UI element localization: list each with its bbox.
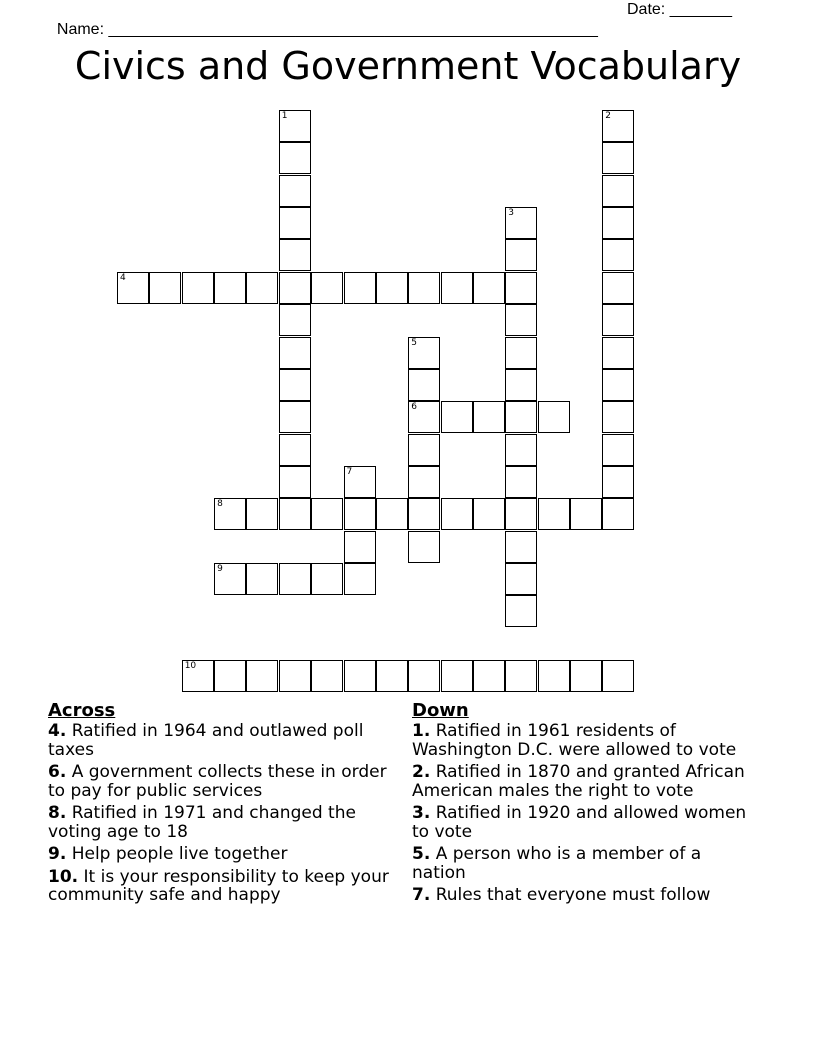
page-title: Civics and Government Vocabulary bbox=[74, 44, 742, 88]
grid-cell[interactable] bbox=[505, 304, 537, 336]
grid-cell[interactable] bbox=[279, 175, 311, 207]
grid-cell[interactable] bbox=[538, 498, 570, 530]
grid-cell[interactable] bbox=[279, 369, 311, 401]
across-clues bbox=[48, 700, 393, 909]
grid-cell[interactable] bbox=[408, 434, 440, 466]
grid-cell[interactable] bbox=[505, 239, 537, 271]
grid-cell[interactable] bbox=[344, 531, 376, 563]
grid-cell[interactable] bbox=[246, 660, 278, 692]
clue-number: 9 bbox=[217, 563, 223, 574]
clue-number: 7 bbox=[346, 466, 353, 477]
down-clues bbox=[412, 700, 757, 909]
grid-cell[interactable] bbox=[505, 434, 537, 466]
grid-cell[interactable] bbox=[602, 660, 634, 692]
clue-number: 5 bbox=[411, 337, 417, 348]
grid-cell[interactable] bbox=[344, 272, 376, 304]
grid-cell[interactable] bbox=[214, 563, 246, 595]
grid-cell[interactable] bbox=[602, 110, 634, 142]
grid-cell[interactable] bbox=[473, 660, 505, 692]
grid-cell[interactable] bbox=[246, 272, 278, 304]
grid-cell[interactable] bbox=[441, 498, 473, 530]
clue-across-4: 4. Ratified in 1964 and outlawed poll taxes bbox=[48, 721, 364, 760]
grid-cell[interactable] bbox=[182, 660, 214, 692]
grid-cell[interactable] bbox=[538, 401, 570, 433]
grid-cell[interactable] bbox=[408, 531, 440, 563]
clue-down-7: 7. Rules that everyone must follow bbox=[412, 885, 711, 905]
grid-cell[interactable] bbox=[441, 272, 473, 304]
grid-cell[interactable] bbox=[279, 466, 311, 498]
grid-cell[interactable] bbox=[602, 304, 634, 336]
grid-cell[interactable] bbox=[505, 563, 537, 595]
down-heading: Down bbox=[412, 700, 469, 721]
grid-cell[interactable] bbox=[344, 563, 376, 595]
grid-cell[interactable] bbox=[602, 466, 634, 498]
clue-number: 1 bbox=[281, 111, 288, 121]
clue-across-8: 8. Ratified in 1971 and changed the voting age to 18 bbox=[48, 803, 356, 842]
clue-across-10: 10. It is your responsibility to keep your community safe and happy bbox=[48, 866, 389, 905]
grid-cell[interactable] bbox=[311, 563, 343, 595]
grid-cell[interactable] bbox=[376, 660, 408, 692]
grid-cell[interactable] bbox=[117, 272, 149, 304]
grid-cell[interactable] bbox=[408, 369, 440, 401]
grid-cell[interactable] bbox=[246, 563, 278, 595]
grid-cell[interactable] bbox=[214, 660, 246, 692]
grid-cell[interactable] bbox=[505, 401, 537, 433]
grid-cell[interactable] bbox=[441, 401, 473, 433]
grid-cell[interactable] bbox=[602, 207, 634, 239]
grid-cell[interactable] bbox=[602, 401, 634, 433]
grid-cell[interactable] bbox=[441, 660, 473, 692]
grid-cell[interactable] bbox=[505, 207, 537, 239]
grid-cell[interactable] bbox=[602, 239, 634, 271]
grid-cell[interactable] bbox=[344, 498, 376, 530]
grid-cell[interactable] bbox=[408, 272, 440, 304]
clue-number: 3 bbox=[508, 208, 514, 219]
grid-cell[interactable] bbox=[538, 660, 570, 692]
grid-cell[interactable] bbox=[602, 434, 634, 466]
grid-cell[interactable] bbox=[279, 304, 311, 336]
grid-cell[interactable] bbox=[376, 272, 408, 304]
clue-down-1: 1. Ratified in 1961 residents of Washington D.C. were allowed to vote bbox=[412, 721, 737, 760]
clue-number: 8 bbox=[217, 499, 223, 510]
grid-cell[interactable] bbox=[602, 337, 634, 369]
grid-cell[interactable] bbox=[570, 498, 602, 530]
grid-cell[interactable] bbox=[408, 498, 440, 530]
grid-cell[interactable] bbox=[279, 498, 311, 530]
grid-cell[interactable] bbox=[505, 531, 537, 563]
grid-cell[interactable] bbox=[214, 498, 246, 530]
grid-cell[interactable] bbox=[473, 498, 505, 530]
grid-cell[interactable] bbox=[602, 272, 634, 304]
clue-number: 10 bbox=[184, 661, 197, 671]
grid-cell[interactable] bbox=[408, 337, 440, 369]
clue-down-2: 2. Ratified in 1870 and granted African American males the right to vote bbox=[412, 762, 745, 801]
grid-cell[interactable] bbox=[214, 272, 246, 304]
clue-number: 2 bbox=[605, 111, 612, 121]
grid-cell[interactable] bbox=[602, 369, 634, 401]
date-field[interactable]: Date: _______ bbox=[627, 1, 732, 18]
grid-cell[interactable] bbox=[279, 660, 311, 692]
grid-cell[interactable] bbox=[182, 272, 214, 304]
grid-cell[interactable] bbox=[505, 272, 537, 304]
grid-cell[interactable] bbox=[279, 142, 311, 174]
clue-across-9: 9. Help people live together bbox=[48, 844, 288, 864]
grid-cell[interactable] bbox=[505, 595, 537, 627]
grid-cell[interactable] bbox=[473, 401, 505, 433]
grid-cell[interactable] bbox=[505, 660, 537, 692]
grid-cell[interactable] bbox=[279, 563, 311, 595]
grid-cell[interactable] bbox=[279, 272, 311, 304]
grid-cell[interactable] bbox=[311, 660, 343, 692]
grid-cell[interactable] bbox=[279, 207, 311, 239]
grid-cell[interactable] bbox=[246, 498, 278, 530]
clue-across-6: 6. A government collects these in order to pay for public services bbox=[48, 762, 387, 801]
clue-down-5: 5. A person who is a member of a nation bbox=[412, 844, 702, 883]
grid-cell[interactable] bbox=[344, 466, 376, 498]
clue-number: 4 bbox=[120, 272, 126, 283]
grid-cell[interactable] bbox=[602, 498, 634, 530]
grid-cell[interactable] bbox=[408, 466, 440, 498]
grid-cell[interactable] bbox=[408, 660, 440, 692]
grid-cell[interactable] bbox=[505, 498, 537, 530]
grid-cell[interactable] bbox=[505, 466, 537, 498]
grid-cell[interactable] bbox=[311, 272, 343, 304]
grid-cell[interactable] bbox=[279, 401, 311, 433]
grid-cell[interactable] bbox=[311, 498, 343, 530]
grid-cell[interactable] bbox=[570, 660, 602, 692]
clue-down-3: 3. Ratified in 1920 and allowed women to vote bbox=[412, 803, 747, 842]
clue-number: 6 bbox=[411, 402, 417, 413]
across-heading: Across bbox=[48, 700, 116, 721]
grid-cell[interactable] bbox=[279, 337, 311, 369]
grid-cell[interactable] bbox=[505, 337, 537, 369]
grid-cell[interactable] bbox=[376, 498, 408, 530]
grid-cell[interactable] bbox=[602, 175, 634, 207]
grid-cell[interactable] bbox=[505, 369, 537, 401]
grid-cell[interactable] bbox=[602, 142, 634, 174]
grid-cell[interactable] bbox=[279, 239, 311, 271]
grid-cell[interactable] bbox=[408, 401, 440, 433]
grid-cell[interactable] bbox=[344, 660, 376, 692]
grid-cell[interactable] bbox=[473, 272, 505, 304]
name-field[interactable]: Name: _______________________________________________________ bbox=[56, 21, 598, 38]
grid-cell[interactable] bbox=[279, 110, 311, 142]
grid-cell[interactable] bbox=[279, 434, 311, 466]
grid-cell[interactable] bbox=[149, 272, 181, 304]
